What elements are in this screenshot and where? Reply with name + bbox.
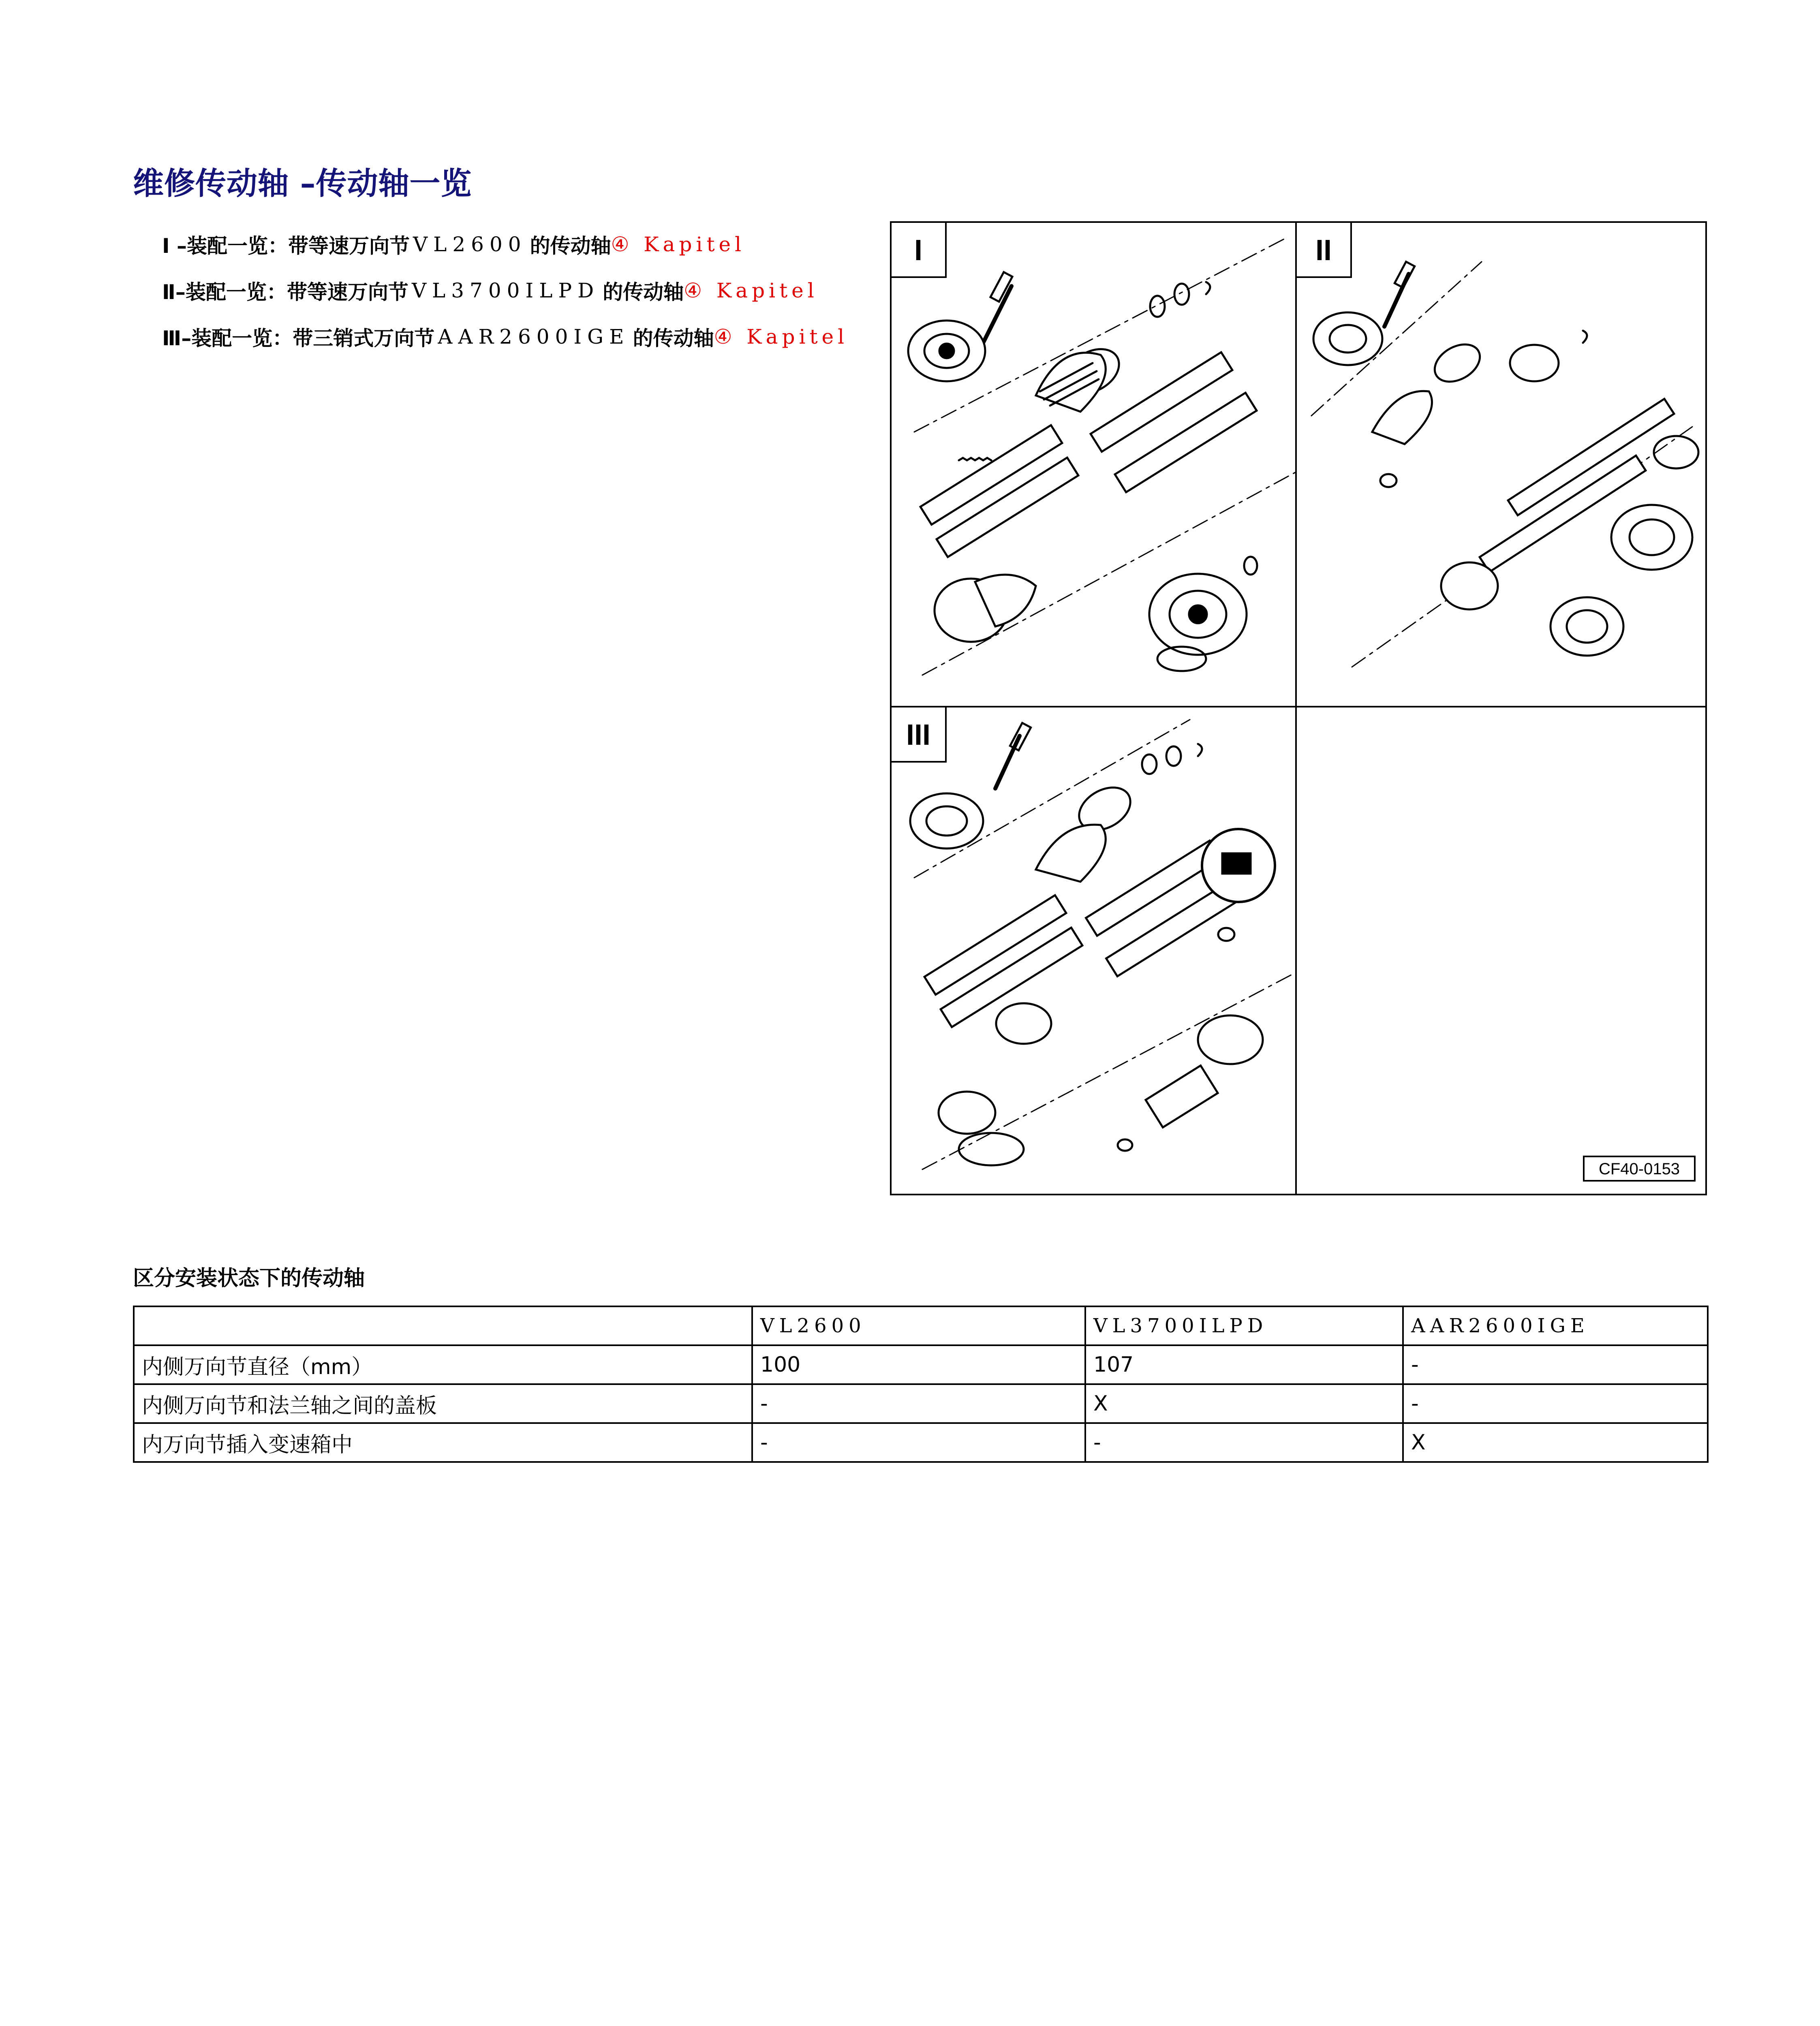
toc-item-text: Ⅰ –装配一览：带等速万向节: [162, 234, 410, 258]
table-header-cell: [134, 1306, 752, 1345]
table-cell: -: [752, 1384, 1085, 1423]
figure-code: CF40-0153: [1598, 1160, 1680, 1178]
toc-item-code: VL2600: [413, 233, 527, 256]
toc-item-1: [162, 221, 848, 267]
table-row: [134, 1345, 1708, 1384]
toc-item-suffix: 的传动轴: [530, 234, 611, 258]
page-title: 维修传动轴 –传动轴一览: [133, 165, 472, 201]
kapitel-link[interactable]: ④ Kapitel: [611, 233, 746, 256]
table-cell: -: [1403, 1345, 1708, 1384]
panel-label-2: II: [1315, 234, 1332, 267]
table-cell: -: [1403, 1384, 1708, 1423]
table-cell: 内侧万向节直径（mm）: [134, 1345, 752, 1384]
table-row: [134, 1384, 1708, 1423]
table-cell: 107: [1085, 1345, 1403, 1384]
toc-item-text: Ⅱ–装配一览：带等速万向节: [162, 280, 408, 304]
panel-label-1: I: [914, 234, 923, 267]
table-cell: X: [1403, 1423, 1708, 1462]
kapitel-link[interactable]: ④ Kapitel: [714, 325, 849, 348]
table-header-cell: VL2600: [752, 1306, 1085, 1345]
exploded-view-i: [908, 237, 1295, 675]
table-cell: -: [1085, 1423, 1403, 1462]
table-row: [134, 1423, 1708, 1462]
table-cell: -: [752, 1423, 1085, 1462]
spec-table: [133, 1306, 1709, 1463]
table-header-cell: AAR2600IGE: [1403, 1306, 1708, 1345]
exploded-view-iii: [910, 720, 1291, 1169]
exploded-view-ii: [1311, 262, 1698, 667]
kapitel-link[interactable]: ④ Kapitel: [684, 279, 818, 302]
table-cell: 内万向节插入变速箱中: [134, 1423, 752, 1462]
toc-item-3: [162, 314, 848, 360]
table-header-row: [134, 1306, 1708, 1345]
panel-label-3: III: [906, 719, 931, 751]
table-header-cell: VL3700ILPD: [1085, 1306, 1403, 1345]
toc-item-text: Ⅲ–装配一览：带三销式万向节: [162, 327, 435, 350]
table-cell: 内侧万向节和法兰轴之间的盖板: [134, 1384, 752, 1423]
toc-item-2: [162, 267, 848, 314]
section-title: 区分安装状态下的传动轴: [133, 1266, 365, 1291]
driveshaft-exploded-figure: [890, 221, 1707, 1195]
contents-list: [162, 221, 848, 360]
toc-item-code: AAR2600IGE: [438, 325, 630, 348]
toc-item-suffix: 的传动轴: [633, 327, 714, 350]
toc-item-suffix: 的传动轴: [603, 280, 684, 304]
toc-item-code: VL3700ILPD: [411, 279, 600, 302]
table-cell: X: [1085, 1384, 1403, 1423]
table-cell: 100: [752, 1345, 1085, 1384]
